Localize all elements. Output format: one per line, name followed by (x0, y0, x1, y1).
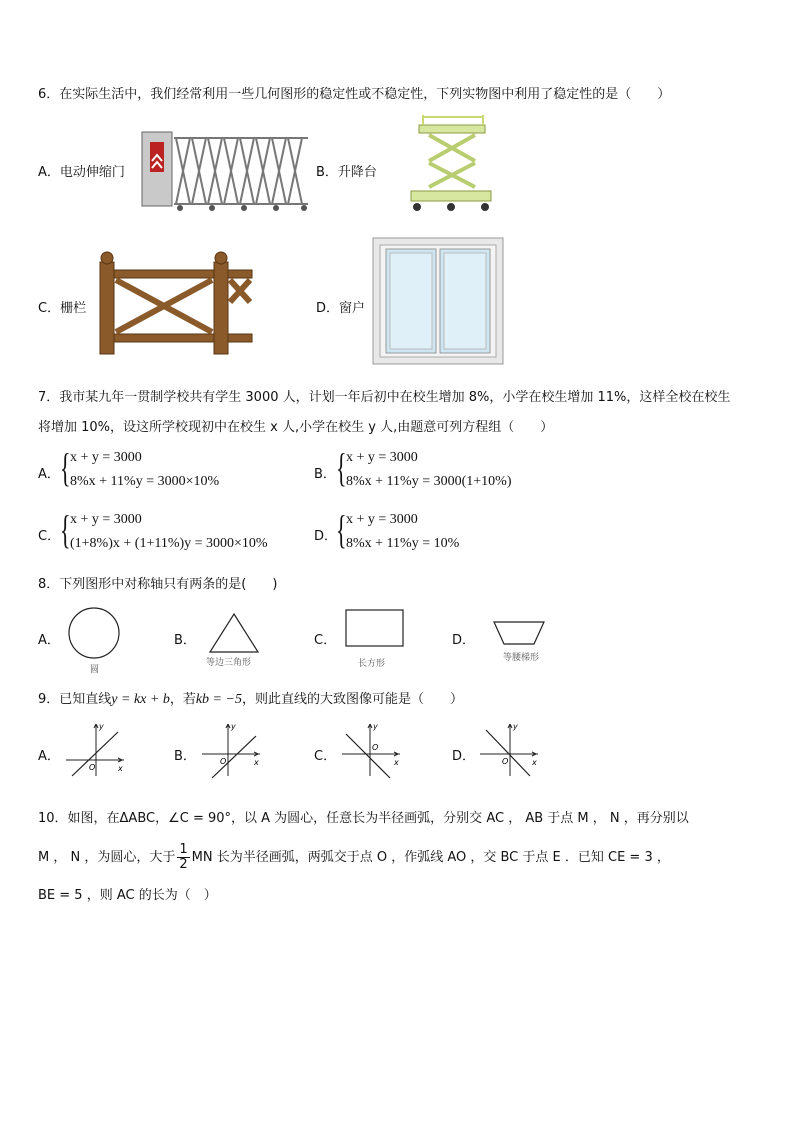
q10-line3: BE = 5 ，则 AC 的长为（ ） (38, 888, 217, 903)
q9-stem-mid: ，若 (169, 692, 196, 707)
option-key: A． (38, 165, 60, 180)
q7-option-b-eq1: x + y = 3000 (346, 450, 418, 465)
rectangle-shape-icon (345, 609, 405, 649)
q7-option-d-eq1: x + y = 3000 (346, 512, 418, 527)
option-label: 升降台 (337, 165, 377, 180)
brace-icon: { (60, 445, 71, 490)
y-axis-label: y (231, 722, 236, 731)
q7-option-b-key[interactable]: B． (314, 467, 336, 482)
x-axis-label: x (254, 758, 259, 767)
frac-denominator: 2 (179, 857, 188, 872)
one-half-fraction (177, 843, 189, 872)
q9-stem (38, 688, 463, 708)
q9-option-c-key[interactable]: C． (314, 749, 337, 764)
origin-label: O (502, 757, 509, 766)
q9-cond: kb = −5 (195, 692, 242, 707)
x-axis-label: x (118, 764, 123, 773)
option-label: 栅栏 (60, 301, 87, 316)
y-axis-label: y (513, 722, 518, 731)
triangle-shape-icon (208, 612, 260, 654)
q7-option-c-eq1: x + y = 3000 (70, 512, 142, 527)
q10-line2 (38, 843, 670, 872)
option-key: B． (316, 165, 338, 180)
window-image (372, 237, 504, 365)
lift-platform-image (405, 113, 495, 217)
q9-stem-pre: 9．已知直线 (38, 692, 112, 707)
q6-option-a[interactable] (38, 161, 125, 180)
origin-label: O (220, 757, 227, 766)
frac-numerator: 1 (179, 842, 188, 857)
q9-option-d-key[interactable]: D． (452, 749, 476, 764)
q7-option-d-key[interactable]: D． (314, 529, 338, 544)
q8-option-d-caption: 等腰梯形 (503, 653, 540, 663)
q8-option-a-key[interactable]: A． (38, 633, 60, 648)
q8-option-b-key[interactable]: B． (174, 633, 196, 648)
q10-line1: 10．如图，在ΔABC，∠C = 90°，以 A 为圆心，任意长为半径画弧，分别交 AC ， AB 于点 M ， N ，再分别以 (38, 811, 689, 826)
q10-line2-pre: M ， N ，为圆心，大于 (38, 850, 176, 865)
brace-icon: { (60, 507, 71, 552)
q6-option-d[interactable] (316, 297, 365, 316)
q9-func: y = kx + b (111, 692, 170, 707)
q8-option-c-key[interactable]: C． (314, 633, 337, 648)
q7-option-a-eq2: 8%x + 11%y = 3000×10% (70, 474, 220, 489)
x-axis-label: x (532, 758, 537, 767)
q8-stem: 8．下列图形中对称轴只有两条的是( ) (38, 577, 278, 592)
fence-image (92, 252, 252, 354)
q8-option-d-key[interactable]: D． (452, 633, 476, 648)
q7-option-a-key[interactable]: A． (38, 467, 60, 482)
y-axis-label: y (373, 722, 378, 731)
y-axis-label: y (99, 722, 104, 731)
q9-graph-d (476, 722, 542, 780)
trapezoid-shape-icon (492, 620, 546, 646)
q8-option-c-caption: 长方形 (358, 659, 386, 669)
option-label: 电动伸缩门 (59, 165, 125, 180)
origin-label: O (89, 763, 96, 772)
circle-shape-icon (66, 606, 122, 662)
q7-option-b-eq2: 8%x + 11%y = 3000(1+10%) (346, 474, 512, 489)
q9-graph-a (62, 722, 128, 780)
q9-option-b-key[interactable]: B． (174, 749, 196, 764)
q6-stem: 6．在实际生活中，我们经常利用一些几何图形的稳定性或不稳定性，下列实物图中利用了稳定性的是（ ） (38, 87, 671, 102)
q6-option-b[interactable] (316, 161, 377, 180)
q7-option-d-eq2: 8%x + 11%y = 10% (346, 536, 460, 551)
option-key: C． (38, 301, 61, 316)
option-key: D． (316, 301, 340, 316)
origin-label: O (372, 743, 379, 752)
electric-gate-image (140, 128, 312, 214)
q9-graph-b (198, 722, 264, 780)
q7-stem-line1: 7．我市某九年一贯制学校共有学生 3000 人，计划一年后初中在校生增加 8%，小学在校生增加 11%，这样全校在校生 (38, 390, 731, 405)
q7-option-c-eq2: (1+8%)x + (1+11%)y = 3000×10% (70, 536, 268, 551)
option-label: 窗户 (339, 301, 366, 316)
brace-icon: { (336, 507, 347, 552)
q7-option-a-eq1: x + y = 3000 (70, 450, 142, 465)
q9-option-a-key[interactable]: A． (38, 749, 60, 764)
q10-line2-post: MN 长为半径画弧，两弧交于点 O ，作弧线 AO ，交 BC 于点 E ．已知 CE = 3 ， (191, 850, 670, 865)
q8-option-a-caption: 圆 (90, 665, 100, 675)
brace-icon: { (336, 445, 347, 490)
q7-stem-line2: 将增加 10%，设这所学校现初中在校生 x 人,小学在校生 y 人,由题意可列方程组（ ） (38, 420, 554, 435)
q9-stem-post: ，则此直线的大致图像可能是（ ） (241, 692, 463, 707)
q7-option-c-key[interactable]: C． (38, 529, 61, 544)
q8-option-b-caption: 等边三角形 (206, 658, 252, 668)
q6-option-c[interactable] (38, 297, 86, 316)
x-axis-label: x (394, 758, 399, 767)
q9-graph-c (338, 722, 404, 780)
